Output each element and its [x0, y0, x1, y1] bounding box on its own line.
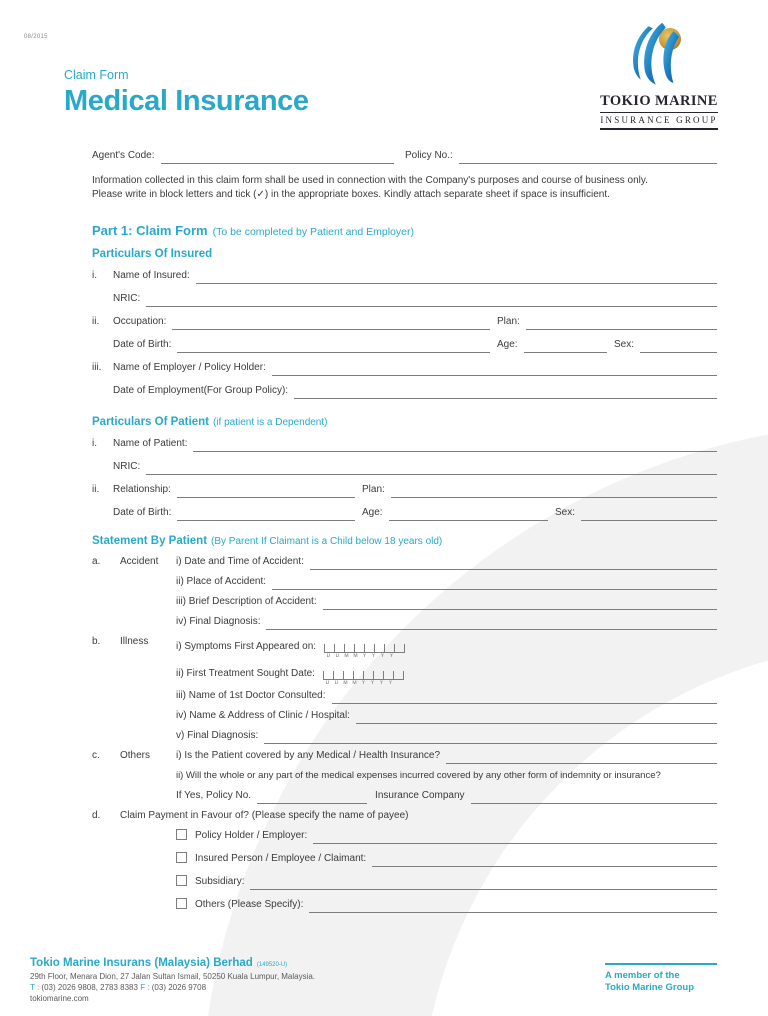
others-covered-line[interactable]: [446, 763, 717, 764]
patient-dob-label: Date of Birth:: [113, 507, 172, 518]
statement-c-category: Others: [120, 750, 151, 761]
statement-b-letter: b.: [92, 636, 101, 647]
accident-place-label: ii) Place of Accident:: [176, 576, 267, 587]
statement-a-letter: a.: [92, 556, 101, 567]
footer-company-name: Tokio Marine Insurans (Malaysia) Berhad: [30, 957, 253, 969]
member-line-1: A member of the: [605, 970, 680, 981]
patient-nric-label: NRIC:: [113, 461, 141, 472]
checkbox-policy-holder-label: Policy Holder / Employer:: [195, 830, 308, 841]
insured-occupation-label: Occupation:: [113, 316, 167, 327]
insured-row3-num: ii.: [92, 316, 100, 327]
others-indemnity-label: ii) Will the whole or any part of the medical expenses incurred covered by any other form of indemnity or insurance?: [176, 770, 661, 781]
others-if-yes-label: If Yes, Policy No.: [176, 790, 252, 801]
insured-sex-line[interactable]: [640, 352, 717, 353]
accident-place-line[interactable]: [272, 589, 717, 590]
tokio-marine-logo: [600, 22, 718, 130]
insured-nric-label: NRIC:: [113, 293, 141, 304]
checkbox-others-line[interactable]: [309, 912, 717, 913]
footer-address: 29th Floor, Menara Dion, 27 Jalan Sultan Ismail, 50250 Kuala Lumpur, Malaysia.: [30, 972, 316, 981]
footer-tel-value: (03) 2026 9808, 2783 8383: [41, 983, 138, 992]
statement-section-heading: Statement By Patient: [92, 535, 208, 547]
insured-employer-label: Name of Employer / Policy Holder:: [113, 362, 266, 373]
checkbox-subsidiary[interactable]: [176, 875, 187, 886]
page-header: [64, 22, 718, 130]
member-rule: [605, 963, 717, 965]
others-policy-no-line[interactable]: [257, 803, 367, 804]
notice-line-2: Please write in block letters and tick (✓) in the appropriate boxes. Kindly attach separate sheet if space is insufficient.: [92, 188, 610, 200]
accident-date-time-label: i) Date and Time of Accident:: [176, 556, 304, 567]
patient-plan-label: Plan:: [362, 484, 385, 495]
patient-plan-line[interactable]: [391, 497, 717, 498]
tokio-marine-logo-mark: [623, 22, 694, 86]
form-version-note: 08/2015: [24, 34, 48, 40]
patient-nric-line[interactable]: [146, 474, 717, 475]
others-insurance-company-line[interactable]: [471, 803, 717, 804]
insured-sex-label: Sex:: [614, 339, 635, 350]
insured-plan-label: Plan:: [497, 316, 520, 327]
statement-section-note: (By Parent If Claimant is a Child below 18 years old): [211, 536, 443, 547]
date-format-labels: D D M M Y Y Y Y: [326, 653, 394, 659]
insured-name-label: Name of Insured:: [113, 270, 190, 281]
form-eyebrow: Claim Form: [64, 68, 129, 82]
checkbox-insured-person-line[interactable]: [372, 866, 717, 867]
illness-doctor-label: iii) Name of 1st Doctor Consulted:: [176, 690, 326, 701]
insured-employment-date-line[interactable]: [294, 398, 717, 399]
accident-final-diagnosis-label: iv) Final Diagnosis:: [176, 616, 261, 627]
accident-description-label: iii) Brief Description of Accident:: [176, 596, 317, 607]
footer-member-block: [605, 963, 717, 994]
insured-age-label: Age:: [497, 339, 518, 350]
checkbox-others[interactable]: [176, 898, 187, 909]
claim-payment-label: Claim Payment in Favour of? (Please specify the name of payee): [120, 810, 409, 821]
insured-section-heading: Particulars Of Insured: [92, 248, 213, 260]
illness-clinic-label: iv) Name & Address of Clinic / Hospital:: [176, 710, 350, 721]
policy-no-line[interactable]: [459, 163, 717, 164]
footer-fax-value: (03) 2026 9708: [151, 983, 207, 992]
collection-notice: [92, 174, 717, 201]
patient-name-label: Name of Patient:: [113, 438, 188, 449]
checkbox-subsidiary-line[interactable]: [250, 889, 717, 890]
accident-final-diagnosis-line[interactable]: [266, 629, 717, 630]
statement-d-letter: d.: [92, 810, 101, 821]
insured-name-line[interactable]: [196, 283, 717, 284]
footer-fax-label: F :: [140, 983, 150, 992]
agent-code-label: Agent's Code:: [92, 150, 155, 161]
statement-b-category: Illness: [120, 636, 149, 647]
patient-dob-line[interactable]: [177, 520, 355, 521]
others-covered-label: i) Is the Patient covered by any Medical / Health Insurance?: [176, 750, 441, 761]
logo-group-text: INSURANCE GROUP: [600, 112, 718, 130]
checkbox-insured-person[interactable]: [176, 852, 187, 863]
insured-nric-line[interactable]: [146, 306, 717, 307]
agent-code-line[interactable]: [161, 163, 394, 164]
footer-company-reg-no: (149520-U): [256, 962, 288, 968]
insured-age-line[interactable]: [524, 352, 607, 353]
insured-row1-num: i.: [92, 270, 97, 281]
footer-website[interactable]: tokiomarine.com: [30, 994, 89, 1003]
insured-employment-date-label: Date of Employment(For Group Policy):: [113, 385, 289, 396]
patient-relationship-label: Relationship:: [113, 484, 171, 495]
insured-employer-line[interactable]: [272, 375, 717, 376]
member-line-2: Tokio Marine Group: [605, 982, 695, 993]
patient-section-heading: Particulars Of Patient: [92, 416, 209, 428]
illness-doctor-line[interactable]: [332, 703, 717, 704]
illness-first-treatment-date-comb[interactable]: [323, 671, 404, 687]
illness-clinic-line[interactable]: [356, 723, 717, 724]
statement-c-letter: c.: [92, 750, 100, 761]
illness-symptoms-date-comb[interactable]: [324, 644, 405, 660]
logo-brand-text: TOKIO MARINE: [600, 93, 718, 109]
checkbox-policy-holder-line[interactable]: [313, 843, 717, 844]
checkbox-others-label: Others (Please Specify):: [195, 899, 304, 910]
patient-age-line[interactable]: [389, 520, 548, 521]
patient-row1-num: i.: [92, 438, 97, 449]
checkbox-insured-person-label: Insured Person / Employee / Claimant:: [195, 853, 367, 864]
insured-dob-line[interactable]: [177, 352, 490, 353]
patient-sex-line[interactable]: [581, 520, 717, 521]
others-insurance-company-label: Insurance Company: [375, 790, 465, 801]
patient-name-line[interactable]: [193, 451, 717, 452]
patient-age-label: Age:: [362, 507, 383, 518]
part1-title: Part 1: Claim Form: [92, 223, 208, 238]
part1-note: (To be completed by Patient and Employer): [212, 226, 414, 238]
checkbox-subsidiary-label: Subsidiary:: [195, 876, 245, 887]
accident-description-line[interactable]: [323, 609, 717, 610]
insured-dob-label: Date of Birth:: [113, 339, 172, 350]
insured-plan-line[interactable]: [526, 329, 717, 330]
footer-company-block: [30, 953, 315, 1004]
page-title: Medical Insurance: [64, 85, 309, 117]
illness-symptoms-date-label: i) Symptoms First Appeared on:: [176, 641, 317, 652]
illness-final-diagnosis-line[interactable]: [264, 743, 717, 744]
patient-row3-num: ii.: [92, 484, 100, 495]
statement-a-category: Accident: [120, 556, 159, 567]
patient-sex-label: Sex:: [555, 507, 576, 518]
policy-no-label: Policy No.:: [405, 150, 453, 161]
date-format-labels: D D M M Y Y Y Y: [325, 680, 393, 686]
insured-row5-num: iii.: [92, 362, 102, 373]
accident-date-time-line[interactable]: [310, 569, 717, 570]
insured-occupation-line[interactable]: [172, 329, 490, 330]
illness-first-treatment-date-label: ii) First Treatment Sought Date:: [176, 668, 315, 679]
footer-tel-label: T :: [30, 983, 40, 992]
checkbox-policy-holder[interactable]: [176, 829, 187, 840]
notice-line-1: Information collected in this claim form shall be used in connection with the Company's purposes and course of business only.: [92, 175, 648, 186]
patient-relationship-line[interactable]: [177, 497, 355, 498]
patient-section-note: (if patient is a Dependent): [212, 417, 328, 428]
illness-final-diagnosis-label: v) Final Diagnosis:: [176, 730, 259, 741]
